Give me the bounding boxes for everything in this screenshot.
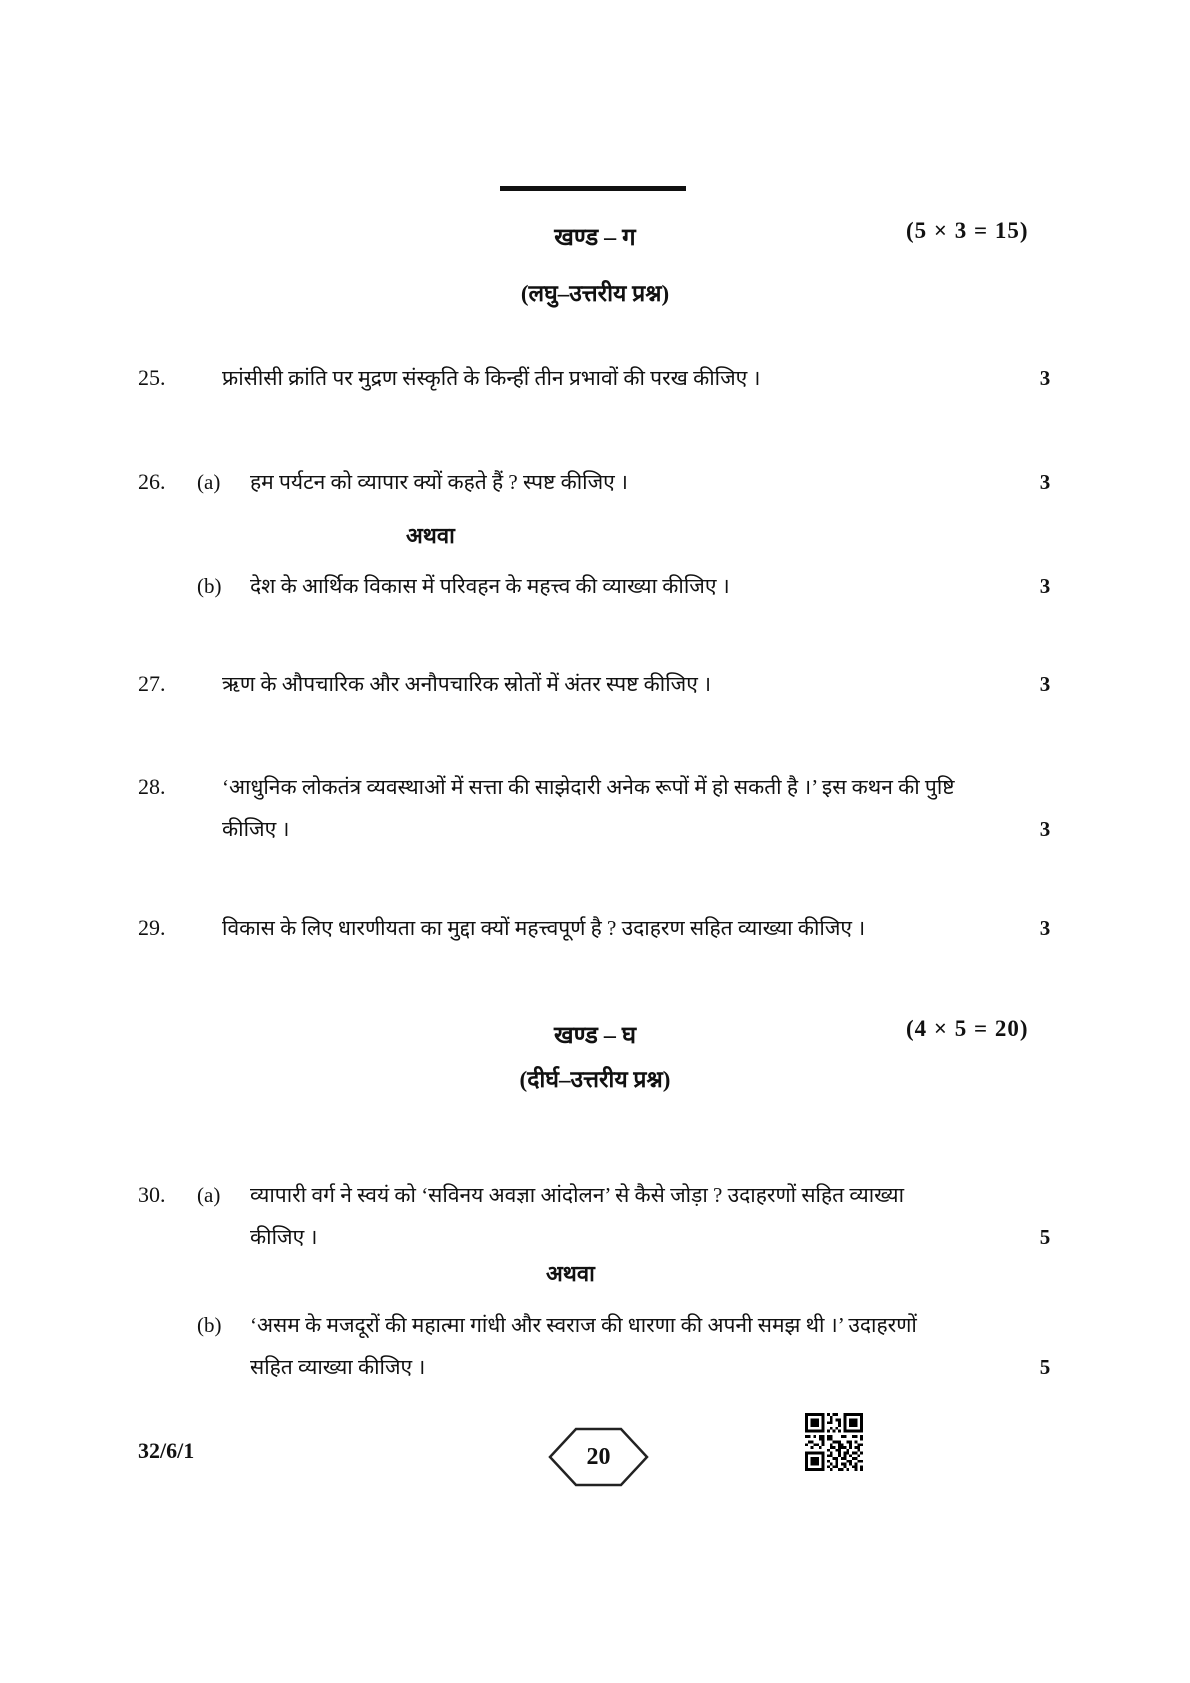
question-text: [250, 1174, 970, 1258]
question-text-line2: कीजिए ।: [250, 1225, 318, 1249]
question-marks: 3: [1039, 817, 1051, 841]
question-text: विकास के लिए धारणीयता का मुद्दा क्यों महत्त्वपूर्ण है ? उदाहरण सहित व्याख्या कीजिए ।: [222, 916, 866, 940]
question-text: देश के आर्थिक विकास में परिवहन के महत्त्व की व्याख्या कीजिए ।: [250, 574, 730, 598]
question-text-line1: ‘आधुनिक लोकतंत्र व्यवस्थाओं में सत्ता की साझेदारी अनेक रूपों में हो सकती है ।’ इस कथन की पुष्टि: [222, 775, 955, 799]
question-text-line2: कीजिए ।: [222, 817, 290, 841]
question-letter: (b): [197, 574, 222, 598]
question-number: 28.: [138, 774, 166, 799]
question-number: 25.: [138, 365, 166, 390]
question-text: ऋण के औपचारिक और अनौपचारिक स्रोतों में अंतर स्पष्ट कीजिए ।: [222, 672, 712, 696]
question-marks: 3: [1039, 470, 1051, 494]
question-number: 27.: [138, 671, 166, 696]
question-marks: 5: [1039, 1355, 1051, 1379]
question-letter: (b): [197, 1313, 222, 1337]
question-marks: 5: [1039, 1225, 1051, 1249]
separator-line: [500, 186, 686, 191]
or-label-30: अथवा: [546, 1261, 595, 1286]
section-c-marks-formula: (5 × 3 = 15): [906, 218, 1029, 243]
section-d-marks-formula: (4 × 5 = 20): [906, 1016, 1029, 1041]
question-text-line1: ‘असम के मजदूरों की महात्मा गांधी और स्वराज की धारणा की अपनी समझ थी ।’ उदाहरणों: [250, 1313, 917, 1337]
question-text: [222, 766, 967, 850]
qr-code-icon: [805, 1413, 863, 1471]
section-d-subtitle: (दीर्घ–उत्तरीय प्रश्न): [519, 1067, 671, 1092]
question-marks: 3: [1039, 916, 1051, 940]
or-label-26: अथवा: [406, 523, 455, 548]
question-number: 26.: [138, 469, 166, 494]
question-letter: (a): [197, 470, 221, 494]
question-number: 30.: [138, 1182, 166, 1207]
question-marks: 3: [1039, 574, 1051, 598]
page-number: 20: [586, 1443, 611, 1470]
section-c-title: खण्ड – ग: [554, 225, 636, 251]
question-text-line1: व्यापारी वर्ग ने स्वयं को ‘सविनय अवज्ञा आंदोलन’ से कैसे जोड़ा ? उदाहरणों सहित व्याख्या: [250, 1183, 905, 1207]
question-text: फ्रांसीसी क्रांति पर मुद्रण संस्कृति के किन्हीं तीन प्रभावों की परख कीजिए ।: [222, 366, 761, 390]
section-d-title: खण्ड – घ: [553, 1023, 637, 1049]
question-text-line2: सहित व्याख्या कीजिए ।: [250, 1355, 426, 1379]
question-letter: (a): [197, 1183, 221, 1207]
paper-code: 32/6/1: [138, 1438, 195, 1463]
question-text: हम पर्यटन को व्यापार क्यों कहते हैं ? स्पष्ट कीजिए ।: [250, 470, 628, 494]
question-marks: 3: [1039, 366, 1051, 390]
question-marks: 3: [1039, 672, 1051, 696]
section-c-subtitle: (लघु–उत्तरीय प्रश्न): [520, 281, 670, 306]
page-number-hexagon: [548, 1426, 649, 1488]
question-text: [250, 1304, 970, 1388]
question-number: 29.: [138, 915, 166, 940]
